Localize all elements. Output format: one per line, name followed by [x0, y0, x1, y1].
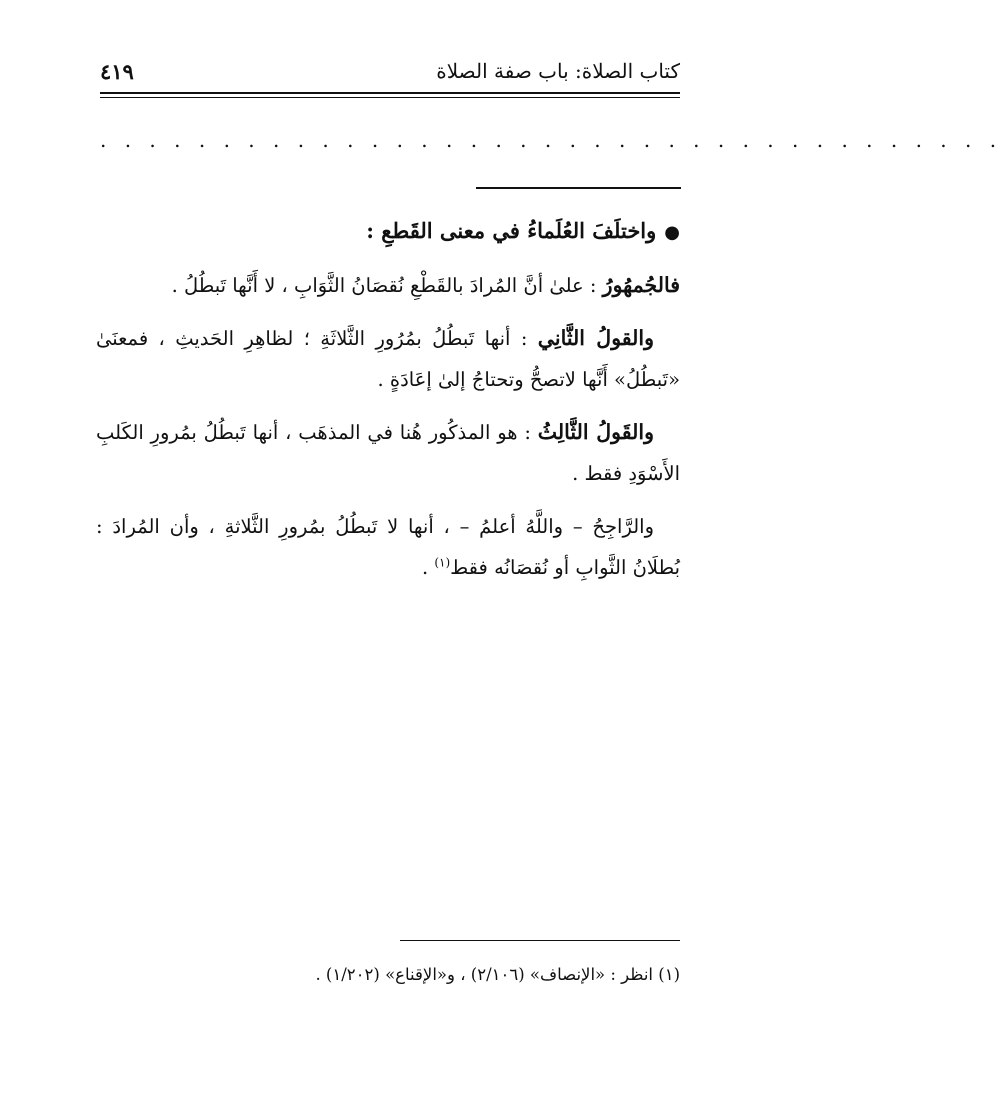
label-majority: فالجُمهُورُ	[602, 273, 680, 297]
header-rule-thick	[100, 92, 680, 94]
text-preferred: والرَّاجِحُ – واللَّهُ أعلمُ – ، أنها لا تَبطُلُ بمُرورِ الثَّلاثةِ ، وأن المُرادَ : بُطلَانُ الثَّوابِ أو نُقصَانُه فقط	[96, 515, 680, 579]
label-third-opinion: والقَولُ الثَّالِثُ	[537, 420, 654, 444]
main-text	[96, 210, 680, 600]
heading-text: واختلَفَ العُلَماءُ في معنى القَطعِ :	[366, 218, 657, 243]
section-separator	[476, 187, 681, 189]
paragraph-second-opinion	[96, 318, 680, 400]
footnote-marker[interactable]: (١)	[434, 555, 451, 570]
paragraph-preferred	[96, 506, 680, 588]
text-second-opinion: : أنها تَبطُلُ بمُرُورِ الثَّلاثَةِ ؛ لظاهِرِ الحَديثِ ، فمعنَىٰ «تَبطُلُ» أَنَّها لاتصحُّ وتحتاجُ إلىٰ إعَادَةٍ .	[96, 327, 680, 391]
footnote-rule	[400, 940, 680, 941]
footnote: (١) انظر : «الإنصاف» (٢/١٠٦) ، و«الإقناع» (١/٢٠٢) .	[315, 965, 680, 984]
page-number: ٤١٩	[100, 59, 134, 84]
label-second-opinion: والقولُ الثَّانِي	[537, 326, 654, 350]
text-majority: : علىٰ أنَّ المُرادَ بالقَطْعِ نُقصَانُ الثَّوَابِ ، لا أَنَّها تَبطُلُ .	[171, 274, 597, 297]
header-rule-thin	[100, 97, 680, 98]
omission-dots: . . . . . . . . . . . . . . . . . . . . . . . . . . . . . . . . . . . . .	[100, 128, 1002, 152]
text-third-opinion: : هو المذكُور هُنا في المذهَب ، أنها تَبطُلُ بمُرورِ الكَلبِ الأَسْوَدِ فقط .	[96, 421, 680, 485]
running-header	[100, 55, 680, 93]
paragraph-majority	[96, 265, 680, 306]
bullet-icon: ●	[664, 222, 680, 243]
chapter-title: كتاب الصلاة: باب صفة الصلاة	[436, 59, 680, 83]
section-heading	[96, 210, 680, 253]
text-preferred-end: .	[421, 556, 435, 579]
paragraph-third-opinion	[96, 412, 680, 494]
